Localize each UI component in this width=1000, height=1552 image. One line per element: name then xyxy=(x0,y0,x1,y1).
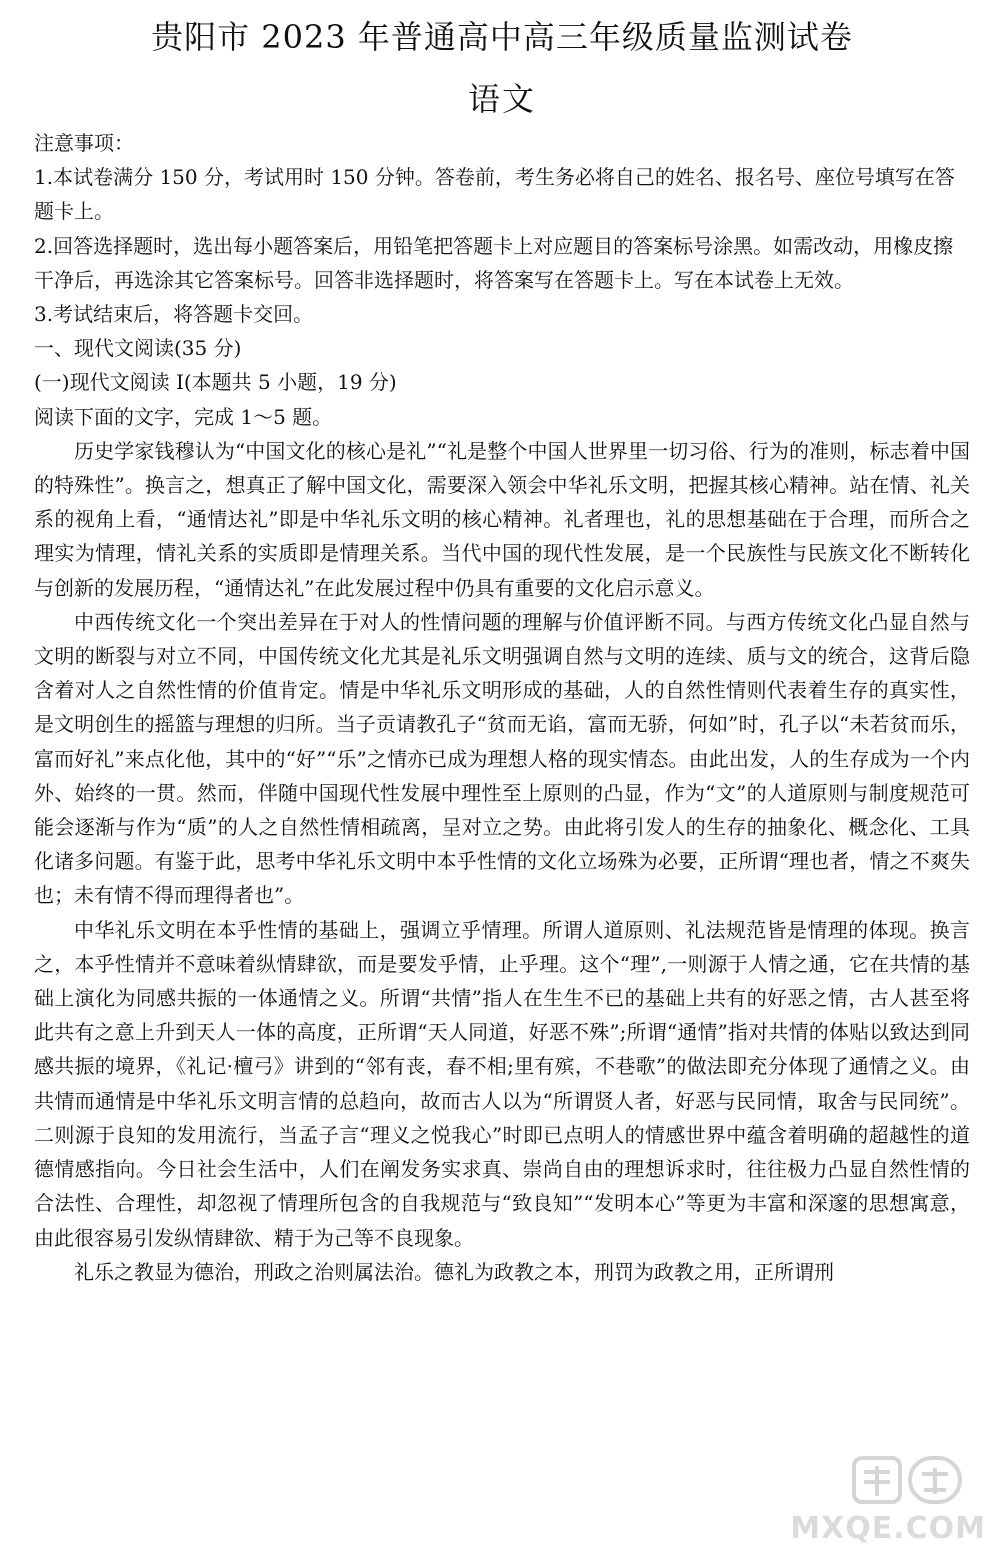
notes-heading: 注意事项： xyxy=(34,131,134,155)
watermark-logo-icon xyxy=(850,1450,970,1510)
notes-item: 2.回答选择题时，选出每小题答案后，用铅笔把答题卡上对应题目的答案标号涂黑。如需改动，用橡皮擦干净后，再选涂其它答案标号。回答非选择题时，将答案写在答题卡上。写在本试卷上无效。 xyxy=(34,233,954,292)
passage-paragraph: 中华礼乐文明在本乎性情的基础上，强调立乎情理。所谓人道原则、礼法规范皆是情理的体现。换言之，本乎性情并不意味着纵情肆欲，而是要发乎情，止乎理。这个“理”,一则源于人情之通，它在共情的基础上演化为同感共振的一体通情之义。所谓“共情”指人在生生不已的基础上共有的好恶之情，古人甚至将此共有之意上升到天人一体的高度，正所谓“天人同道，好恶不殊”;所谓“通情”指对共情的体贴以致达到同感共振的境界，《礼记·檀弓》讲到的“邻有丧，春不相;里有殡，不巷歌”的做法即充分体现了通情之义。由共情而通情是中华礼乐文明言情的总趋向，故而古人以为“所谓贤人者，好恶与民同情，取舍与民同统”。二则源于良知的发用流行，当孟子言“理义之悦我心”时即已点明人的情感世界中蕴含着明确的超越性的道德情感指向。今日社会生活中，人们在阐发务实求真、崇尚自由的理想诉求时，往往极力凸显自然性情的合法性、合理性，却忽视了情理所包含的自我规范与“致良知”“发明本心”等更为丰富和深邃的思想寓意，由此很容易引发纵情肆欲、精于为己等不良现象。 xyxy=(34,917,970,1250)
subsection-heading: (一)现代文阅读 Ⅰ(本题共 5 小题，19 分) xyxy=(34,370,397,395)
notes-item: 3.考试结束后，将答题卡交回。 xyxy=(34,302,314,327)
subject-title: 语文 xyxy=(467,80,536,118)
passage-paragraph: 中西传统文化一个突出差异在于对人的性情问题的理解与价值评断不同。与西方传统文化凸显自然与文明的断裂与对立不同，中国传统文化尤其是礼乐文明强调自然与文明的连续、质与文的统合，这背后隐含着对人之自然性情的价值肯定。情是中华礼乐文明形成的基础，人的自然性情则代表着生存的真实性，是文明创生的摇篮与理想的归所。当子贡请教孔子“贫而无谄，富而无骄，何如”时，孔子以“未若贫而乐，富而好礼”来点化他，其中的“好”“乐”之情亦已成为理想人格的现实情态。由此出发，人的生存成为一个内外、始终的一贯。然而，伴随中国现代性发展中理性至上原则的凸显，作为“文”的人道原则与制度规范可能会逐渐与作为“质”的人之自然性情相疏离，呈对立之势。由此将引发人的生存的抽象化、概念化、工具化诸多问题。有鉴于此，思考中华礼乐文明中本乎性情的文化立场殊为必要，正所谓“理也者，情之不爽失也；未有情不得而理得者也”。 xyxy=(34,609,970,908)
exam-title: 贵阳市 2023 年普通高中高三年级质量监测试卷 xyxy=(151,18,853,56)
passage-paragraph: 礼乐之教显为德治，刑政之治则属法治。德礼为政教之本，刑罚为政教之用，正所谓刑 xyxy=(74,1259,834,1284)
site-watermark xyxy=(790,1436,986,1546)
exam-notes xyxy=(34,126,970,434)
passage-paragraph: 历史学家钱穆认为“中国文化的核心是礼”“礼是整个中国人世界里一切习俗、行为的准则，标志着中国的特殊性”。换言之，想真正了解中国文化，需要深入领会中华礼乐文明，把握其核心精神。站在情、礼关系的视角上看，“通情达礼”即是中华礼乐文明的核心精神。礼者理也，礼的思想基础在于合理，而所合之理实为情理，情礼关系的实质即是情理关系。当代中国的现代性发展，是一个民族性与民族文化不断转化与创新的发展历程，“通情达礼”在此发展过程中仍具有重要的文化启示意义。 xyxy=(34,438,970,600)
section-heading: 一、现代文阅读(35 分) xyxy=(34,336,242,361)
reading-instruction: 阅读下面的文字，完成 1～5 题。 xyxy=(34,404,333,429)
reading-passage xyxy=(34,434,970,1289)
notes-item: 1.本试卷满分 150 分，考试用时 150 分钟。答卷前，考生务必将自己的姓名、报名号、座位号填写在答题卡上。 xyxy=(34,165,955,224)
watermark-text: MXQE.COM xyxy=(790,1511,986,1546)
